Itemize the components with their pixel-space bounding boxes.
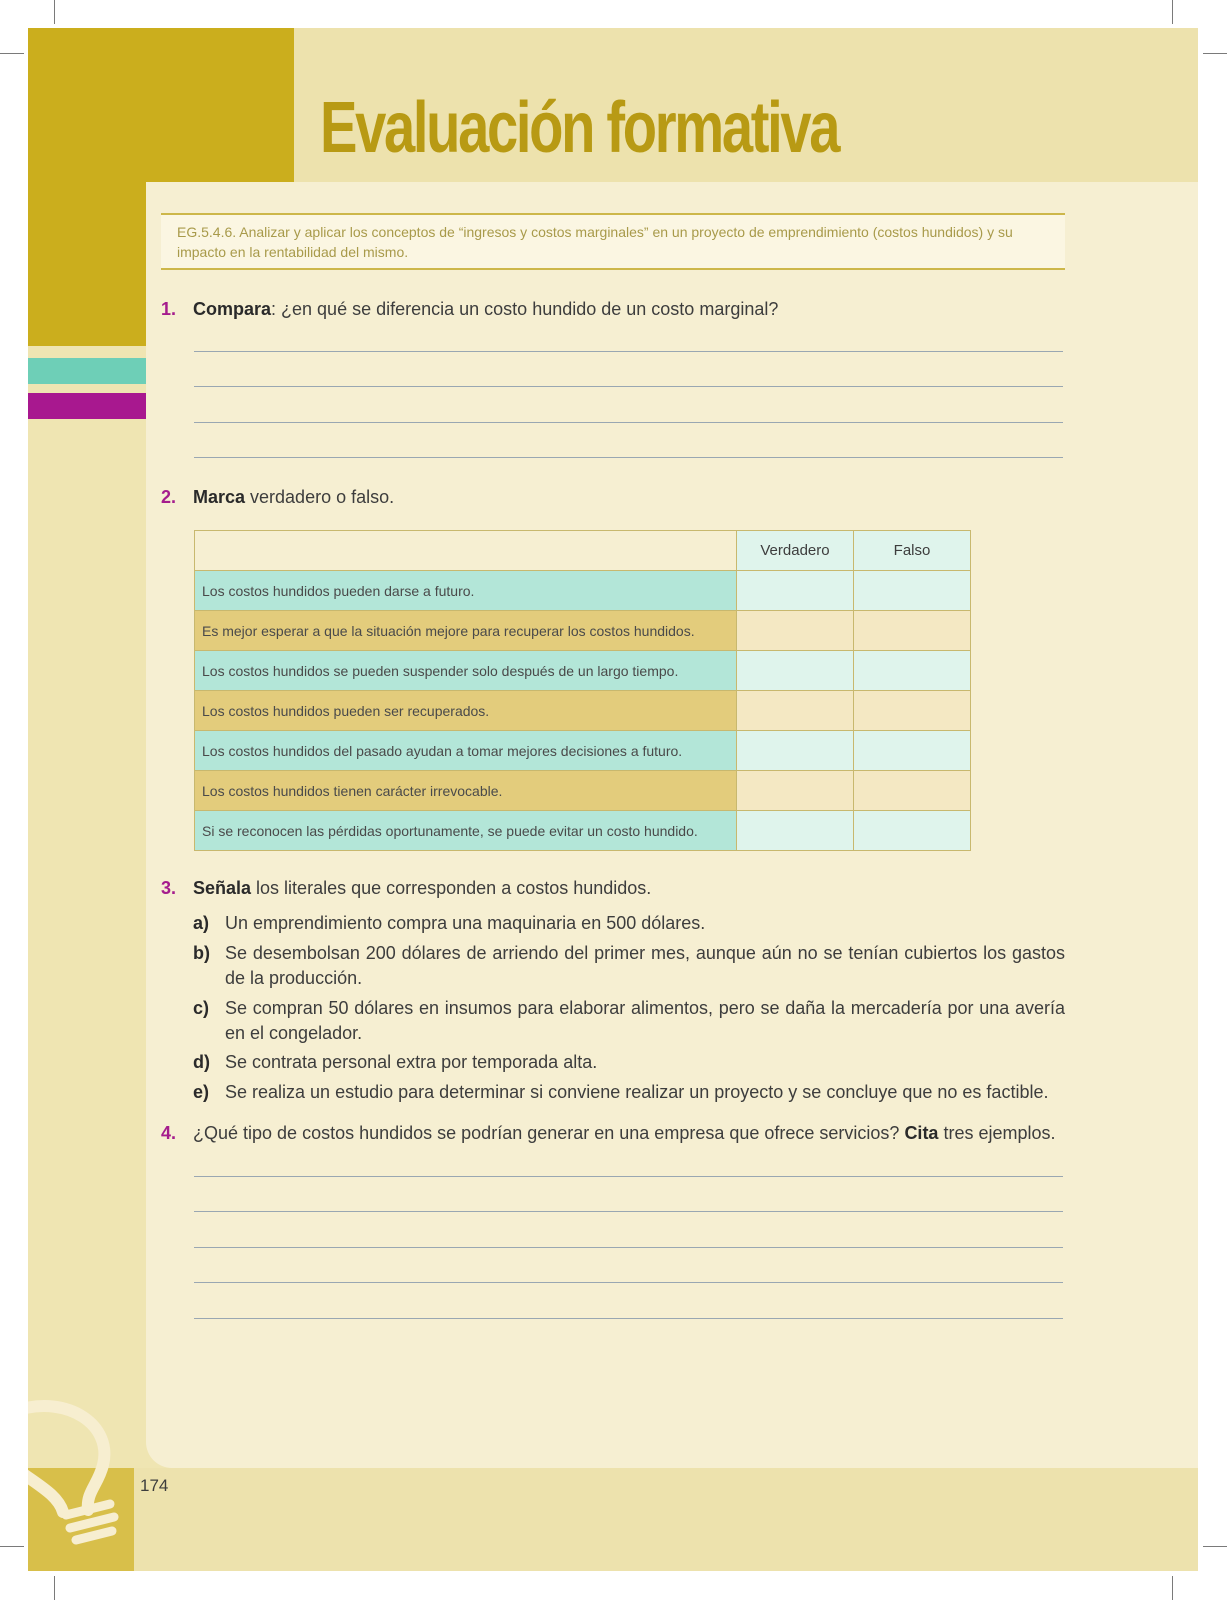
teal-stripe <box>28 358 146 384</box>
question-4-verb: Cita <box>904 1123 939 1143</box>
crop-mark <box>1203 53 1227 54</box>
question-2-number: 2. <box>161 487 177 507</box>
option-letter[interactable]: c) <box>193 998 210 1018</box>
answer-line[interactable] <box>194 1211 1063 1212</box>
option-text: Un emprendimiento compra una maquinaria en 500 dólares. <box>225 913 706 933</box>
question-1-text <box>193 299 778 320</box>
crop-mark <box>1203 1546 1227 1547</box>
crop-mark <box>54 1576 55 1600</box>
footer-band <box>28 1468 1198 1571</box>
verdadero-answer-cell[interactable] <box>737 571 854 611</box>
question-4-text <box>193 1123 1056 1144</box>
question-3-verb: Señala <box>193 878 252 898</box>
table-row <box>195 571 971 611</box>
question-4-prompt-end: tres ejemplos. <box>938 1123 1056 1143</box>
falso-answer-cell[interactable] <box>854 611 971 651</box>
statement-cell: Los costos hundidos pueden ser recuperados. <box>195 691 737 731</box>
falso-answer-cell[interactable] <box>854 731 971 771</box>
option-text: Se compran 50 dólares en insumos para elaborar alimentos, pero se daña la mercadería por una avería en el congelador. <box>225 998 1065 1043</box>
falso-answer-cell[interactable] <box>854 651 971 691</box>
statement-cell: Si se reconocen las pérdidas oportunamente, se puede evitar un costo hundido. <box>195 811 737 851</box>
question-2-verb: Marca <box>193 487 246 507</box>
option-letter[interactable]: e) <box>193 1082 210 1102</box>
answer-line[interactable] <box>194 1247 1063 1248</box>
falso-answer-cell[interactable] <box>854 691 971 731</box>
lightbulb-icon <box>28 1400 138 1550</box>
verdadero-answer-cell[interactable] <box>737 651 854 691</box>
verdadero-answer-cell[interactable] <box>737 611 854 651</box>
answer-line[interactable] <box>194 1176 1063 1177</box>
table-row <box>195 771 971 811</box>
question-3-prompt: los literales que corresponden a costos hundidos. <box>251 878 652 898</box>
table-row <box>195 611 971 651</box>
answer-line[interactable] <box>194 351 1063 352</box>
table-row <box>195 731 971 771</box>
statement-cell: Los costos hundidos tienen carácter irrevocable. <box>195 771 737 811</box>
true-false-table <box>194 530 971 851</box>
option-text: Se realiza un estudio para determinar si conviene realizar un proyecto y se concluye que no es factible. <box>225 1082 1049 1102</box>
table-row <box>195 811 971 851</box>
question-2-prompt: verdadero o falso. <box>245 487 395 507</box>
crop-mark <box>0 53 24 54</box>
answer-line[interactable] <box>194 422 1063 423</box>
left-margin-strip <box>28 346 146 1468</box>
table-row <box>195 691 971 731</box>
question-1-prompt: : ¿en qué se diferencia un costo hundido de un costo marginal? <box>271 299 779 319</box>
verdadero-answer-cell[interactable] <box>737 811 854 851</box>
option-text: Se desembolsan 200 dólares de arriendo del primer mes, aunque aún no se tenían cubiertos los gastos de la producción. <box>225 943 1065 988</box>
skill-text: EG.5.4.6. Analizar y aplicar los conceptos de “ingresos y costos marginales” en un proyecto de emprendimiento (costos hundidos) y su impacto en la rentabilidad del mismo. <box>177 224 1013 260</box>
statement-cell: Es mejor esperar a que la situación mejore para recuperar los costos hundidos. <box>195 611 737 651</box>
page-number: 174 <box>140 1476 169 1495</box>
option-letter[interactable]: b) <box>193 943 210 963</box>
column-header-verdadero: Verdadero <box>737 531 854 571</box>
crop-mark <box>54 0 55 24</box>
table-row <box>195 651 971 691</box>
table-header-row <box>195 531 971 571</box>
option-letter[interactable]: a) <box>193 913 210 933</box>
column-header-falso: Falso <box>854 531 971 571</box>
answer-line[interactable] <box>194 1282 1063 1283</box>
statement-cell: Los costos hundidos se pueden suspender solo después de un largo tiempo. <box>195 651 737 691</box>
verdadero-answer-cell[interactable] <box>737 731 854 771</box>
question-3-text <box>193 878 651 899</box>
statement-cell: Los costos hundidos pueden darse a futuro. <box>195 571 737 611</box>
question-1-number: 1. <box>161 299 177 319</box>
option-text: Se contrata personal extra por temporada alta. <box>225 1052 598 1072</box>
question-4-prompt: ¿Qué tipo de costos hundidos se podrían generar en una empresa que ofrece servicios? <box>193 1123 905 1143</box>
statement-cell: Los costos hundidos del pasado ayudan a tomar mejores decisiones a futuro. <box>195 731 737 771</box>
page-title: Evaluación formativa <box>320 88 839 168</box>
answer-line[interactable] <box>194 386 1063 387</box>
falso-answer-cell[interactable] <box>854 811 971 851</box>
answer-line[interactable] <box>194 1318 1063 1319</box>
option-letter[interactable]: d) <box>193 1052 210 1072</box>
crop-mark <box>1172 0 1173 24</box>
question-3-number: 3. <box>161 878 177 898</box>
verdadero-answer-cell[interactable] <box>737 771 854 811</box>
table-header-empty <box>195 531 737 571</box>
falso-answer-cell[interactable] <box>854 571 971 611</box>
question-2-text <box>193 487 394 508</box>
answer-line[interactable] <box>194 457 1063 458</box>
crop-mark <box>1172 1576 1173 1600</box>
verdadero-answer-cell[interactable] <box>737 691 854 731</box>
magenta-stripe <box>28 393 146 419</box>
falso-answer-cell[interactable] <box>854 771 971 811</box>
question-4-number: 4. <box>161 1123 177 1143</box>
question-1-verb: Compara <box>193 299 272 319</box>
crop-mark <box>0 1546 24 1547</box>
